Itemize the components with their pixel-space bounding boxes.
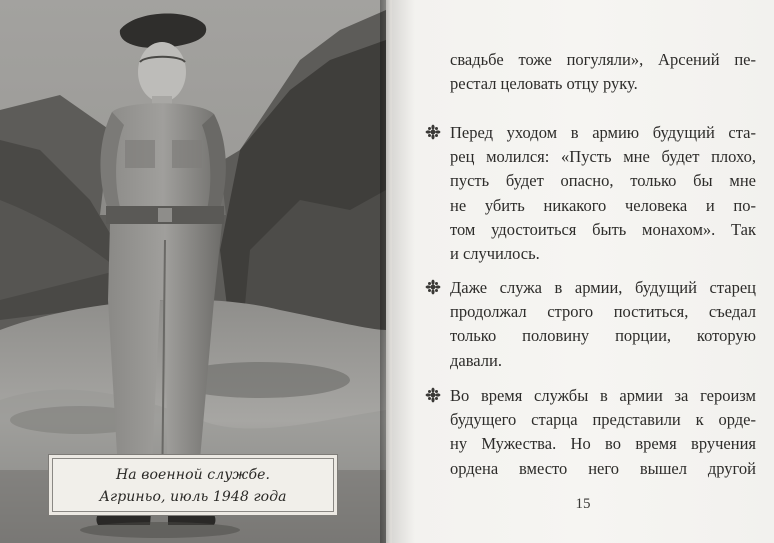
text-line: не убить никакого человека и по-: [450, 195, 756, 215]
text-line: том удостоиться быть монахом». Так: [450, 219, 756, 239]
paragraph-1: [450, 121, 756, 266]
text-line: рестал целовать отцу руку.: [450, 74, 638, 94]
text-line: продолжал строго поститься, съедал: [450, 302, 756, 322]
text-line: ордена вместо него вышел другой: [450, 458, 756, 478]
text-line: рец молился: «Пусть мне будет плохо,: [450, 147, 756, 167]
text-line: будущего старца представили к орде-: [450, 410, 756, 430]
text-line: Даже служа в армии, будущий старец: [450, 278, 756, 297]
text-line: ну Мужества. Но во время вручения: [450, 434, 756, 454]
ornament-icon: [425, 279, 441, 295]
text-line: пусть будет опасно, только бы мне: [450, 171, 756, 191]
caption-line-1: На военной службе.: [115, 467, 271, 483]
paragraph-3: [450, 384, 756, 481]
photo-caption: [52, 458, 334, 512]
text-line: Перед уходом в армию будущий ста-: [450, 123, 756, 142]
paragraph-0: [450, 48, 756, 96]
page-number: 15: [575, 496, 591, 512]
paragraph-2: [450, 276, 756, 373]
text-line: и случилось.: [450, 244, 540, 264]
ornament-icon: [425, 124, 441, 140]
text-line: свадьбе тоже погуляли», Арсений пе-: [450, 50, 756, 69]
right-page: [392, 0, 774, 543]
text-line: давали.: [450, 350, 502, 370]
ornament-icon: [425, 387, 441, 403]
text-line: Во время службы в армии за героизм: [450, 386, 756, 405]
caption-line-2: Агриньо, июль 1948 года: [99, 489, 287, 505]
text-line: только половину порции, которую: [450, 326, 756, 346]
